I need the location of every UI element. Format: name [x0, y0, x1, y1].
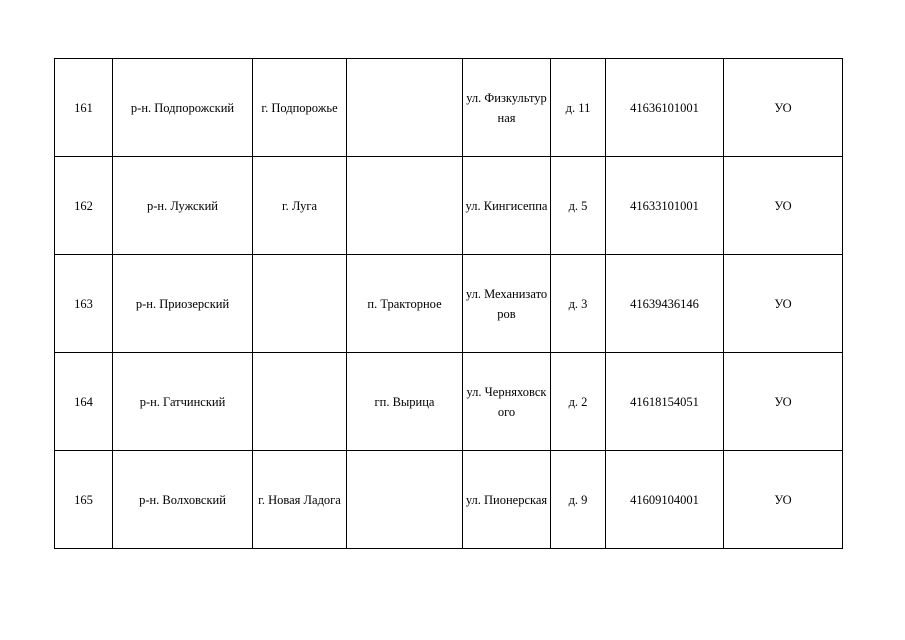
settlement-cell: п. Тракторное [347, 255, 463, 353]
row-number-cell: 163 [55, 255, 113, 353]
oktmo-code-cell: 41609104001 [606, 451, 724, 549]
city-cell: г. Подпорожье [253, 59, 347, 157]
district-cell: р-н. Лужский [113, 157, 253, 255]
table-row [55, 255, 843, 353]
house-cell: д. 9 [551, 451, 606, 549]
oktmo-code-cell: 41633101001 [606, 157, 724, 255]
city-cell: г. Луга [253, 157, 347, 255]
district-cell: р-н. Подпорожский [113, 59, 253, 157]
street-cell: ул. Физкультурная [463, 59, 551, 157]
street-cell: ул. Кингисеппа [463, 157, 551, 255]
house-cell: д. 11 [551, 59, 606, 157]
city-cell: г. Новая Ладога [253, 451, 347, 549]
house-cell: д. 5 [551, 157, 606, 255]
register-table [54, 58, 843, 549]
management-type-cell: УО [724, 157, 843, 255]
settlement-cell [347, 451, 463, 549]
table-row [55, 157, 843, 255]
district-cell: р-н. Гатчинский [113, 353, 253, 451]
street-cell: ул. Механизаторов [463, 255, 551, 353]
management-type-cell: УО [724, 353, 843, 451]
row-number-cell: 162 [55, 157, 113, 255]
city-cell [253, 353, 347, 451]
row-number-cell: 164 [55, 353, 113, 451]
settlement-cell: гп. Вырица [347, 353, 463, 451]
oktmo-code-cell: 41618154051 [606, 353, 724, 451]
settlement-cell [347, 157, 463, 255]
row-number-cell: 165 [55, 451, 113, 549]
district-cell: р-н. Волховский [113, 451, 253, 549]
management-type-cell: УО [724, 255, 843, 353]
street-cell: ул. Черняховского [463, 353, 551, 451]
table-row [55, 353, 843, 451]
table-row [55, 451, 843, 549]
city-cell [253, 255, 347, 353]
row-number-cell: 161 [55, 59, 113, 157]
oktmo-code-cell: 41639436146 [606, 255, 724, 353]
management-type-cell: УО [724, 59, 843, 157]
table-row [55, 59, 843, 157]
street-cell: ул. Пионерская [463, 451, 551, 549]
house-cell: д. 3 [551, 255, 606, 353]
house-cell: д. 2 [551, 353, 606, 451]
oktmo-code-cell: 41636101001 [606, 59, 724, 157]
management-type-cell: УО [724, 451, 843, 549]
district-cell: р-н. Приозерский [113, 255, 253, 353]
settlement-cell [347, 59, 463, 157]
